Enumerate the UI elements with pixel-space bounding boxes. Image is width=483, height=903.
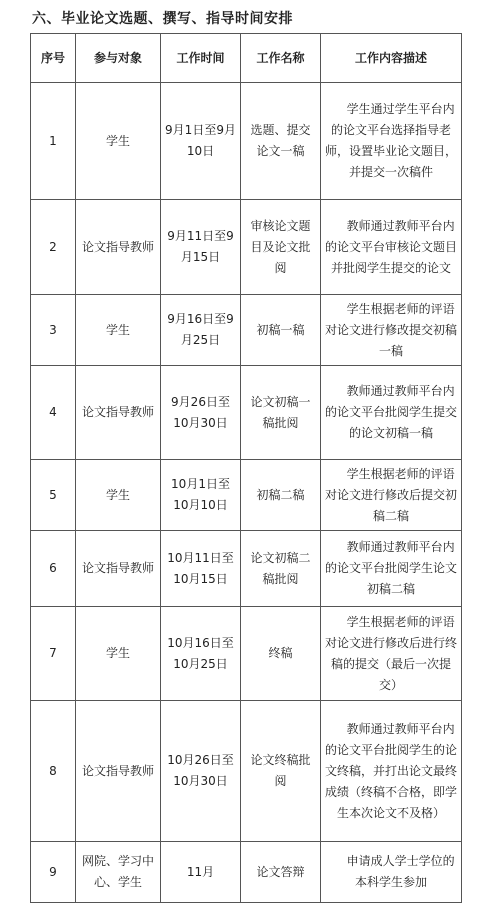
cell-time: 9月11日至9月15日 [161, 200, 241, 295]
table-row [31, 460, 462, 531]
cell-task-name: 论文初稿一稿批阅 [241, 366, 321, 460]
cell-participant: 学生 [76, 607, 161, 701]
table-header-row [31, 34, 462, 83]
header-time: 工作时间 [161, 34, 241, 83]
table-row [31, 842, 462, 903]
cell-task-name: 初稿二稿 [241, 460, 321, 531]
table-row [31, 83, 462, 200]
table-row [31, 295, 462, 366]
cell-participant: 学生 [76, 295, 161, 366]
header-description: 工作内容描述 [321, 34, 462, 83]
cell-participant: 网院、学习中心、学生 [76, 842, 161, 903]
header-participant: 参与对象 [76, 34, 161, 83]
cell-time: 10月26日至10月30日 [161, 701, 241, 842]
cell-time: 9月1日至9月10日 [161, 83, 241, 200]
cell-time: 10月11日至10月15日 [161, 531, 241, 607]
cell-no: 1 [31, 83, 76, 200]
cell-participant: 学生 [76, 83, 161, 200]
cell-no: 3 [31, 295, 76, 366]
cell-participant: 论文指导教师 [76, 200, 161, 295]
cell-no: 7 [31, 607, 76, 701]
cell-time: 11月 [161, 842, 241, 903]
cell-participant: 论文指导教师 [76, 366, 161, 460]
cell-time: 10月16日至10月25日 [161, 607, 241, 701]
cell-description: 教师通过教师平台内的论文平台批阅学生提交的论文初稿一稿 [321, 366, 462, 460]
cell-description: 学生根据老师的评语对论文进行修改后提交初稿二稿 [321, 460, 462, 531]
cell-description: 学生通过学生平台内的论文平台选择指导老师，设置毕业论文题目，并提交一次稿件 [321, 83, 462, 200]
cell-description: 申请成人学士学位的本科学生参加 [321, 842, 462, 903]
cell-description: 教师通过教师平台内的论文平台审核论文题目并批阅学生提交的论文 [321, 200, 462, 295]
table-row [31, 701, 462, 842]
table-row [31, 531, 462, 607]
cell-time: 10月1日至10月10日 [161, 460, 241, 531]
cell-no: 9 [31, 842, 76, 903]
cell-time: 9月26日至10月30日 [161, 366, 241, 460]
cell-time: 9月16日至9月25日 [161, 295, 241, 366]
schedule-table [30, 33, 462, 903]
cell-participant: 论文指导教师 [76, 701, 161, 842]
cell-no: 2 [31, 200, 76, 295]
table-row [31, 366, 462, 460]
header-no: 序号 [31, 34, 76, 83]
cell-task-name: 选题、提交论文一稿 [241, 83, 321, 200]
cell-task-name: 审核论文题目及论文批阅 [241, 200, 321, 295]
section-heading: 六、毕业论文选题、撰写、指导时间安排 [32, 11, 293, 27]
cell-no: 8 [31, 701, 76, 842]
cell-description: 学生根据老师的评语对论文进行修改提交初稿一稿 [321, 295, 462, 366]
cell-task-name: 论文初稿二稿批阅 [241, 531, 321, 607]
cell-description: 教师通过教师平台内的论文平台批阅学生的论文终稿，并打出论文最终成绩（终稿不合格，即学生本次论文不及格） [321, 701, 462, 842]
cell-participant: 学生 [76, 460, 161, 531]
table-row [31, 607, 462, 701]
table-row [31, 200, 462, 295]
cell-no: 6 [31, 531, 76, 607]
cell-description: 学生根据老师的评语对论文进行修改后进行终稿的提交（最后一次提交） [321, 607, 462, 701]
header-task-name: 工作名称 [241, 34, 321, 83]
cell-participant: 论文指导教师 [76, 531, 161, 607]
cell-no: 5 [31, 460, 76, 531]
cell-no: 4 [31, 366, 76, 460]
cell-description: 教师通过教师平台内的论文平台批阅学生论文初稿二稿 [321, 531, 462, 607]
cell-task-name: 论文答辩 [241, 842, 321, 903]
cell-task-name: 论文终稿批阅 [241, 701, 321, 842]
cell-task-name: 终稿 [241, 607, 321, 701]
cell-task-name: 初稿一稿 [241, 295, 321, 366]
